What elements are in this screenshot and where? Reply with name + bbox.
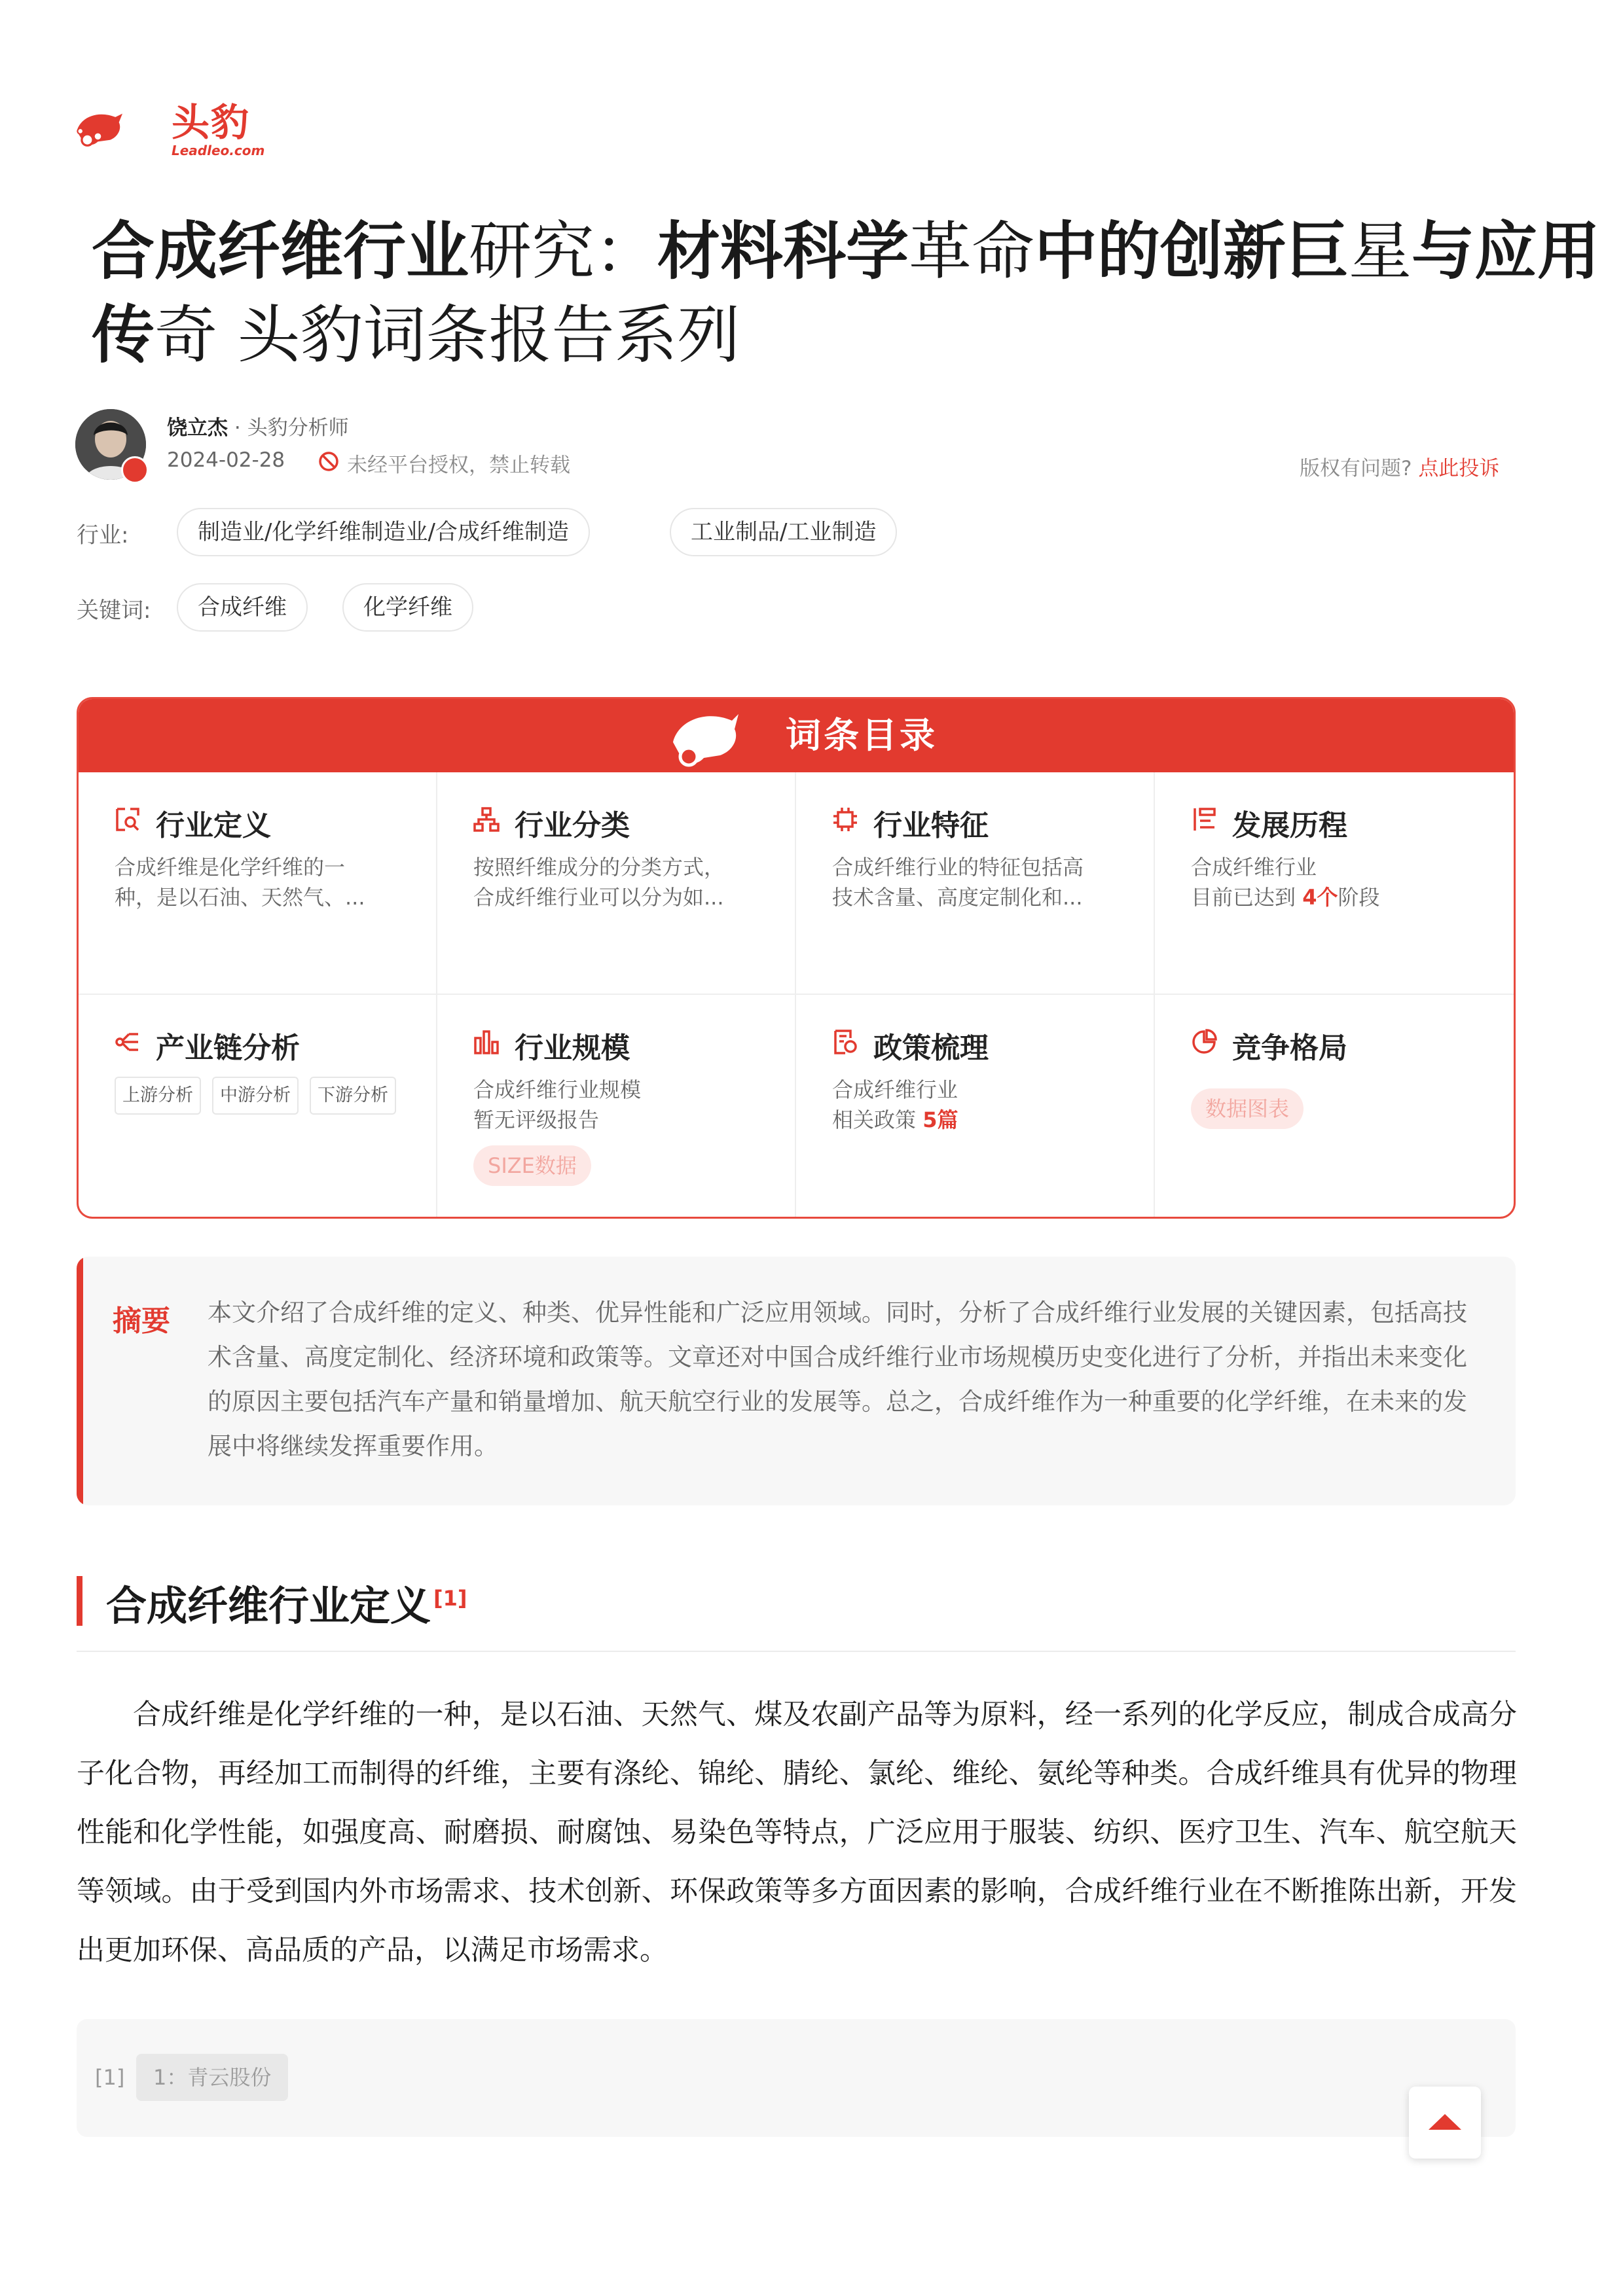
- toc-cell-chain[interactable]: [79, 995, 437, 1217]
- toc-cell-title: 行业定义: [156, 809, 271, 842]
- keyword-label: 关键词:: [77, 598, 151, 624]
- title-part: 合成纤维行业: [92, 215, 469, 288]
- toc-cell-desc: 种，是以石油、天然气、...: [115, 885, 365, 910]
- toc-cell-title: 产业链分析: [156, 1031, 300, 1065]
- leadleo-logo: [73, 88, 172, 167]
- toc-title: 词条目录: [786, 715, 938, 756]
- toc-cell-title: 行业分类: [515, 809, 630, 842]
- industry-tag[interactable]: 制造业/化学纤维制造业/合成纤维制造: [177, 508, 590, 556]
- toc-cell-classification[interactable]: [437, 772, 796, 995]
- toc-cell-title: 政策梳理: [873, 1031, 989, 1065]
- toc-cell-desc: 合成纤维行业可以分为如...: [473, 885, 724, 910]
- caret-up-icon: [1409, 2087, 1481, 2159]
- toc-cell-definition[interactable]: [79, 772, 437, 995]
- toc-cell-desc: 合成纤维行业的特征包括高: [832, 855, 1084, 880]
- bar-chart-icon: [473, 1029, 500, 1055]
- section-accent-bar: [77, 1576, 82, 1626]
- midstream-tag[interactable]: 中游分析: [212, 1077, 299, 1115]
- title-part: 中的创新巨: [1034, 215, 1349, 288]
- title-part: 革命: [909, 215, 1034, 288]
- copyright-question: 版权有问题?: [1300, 457, 1412, 480]
- summary-label: 摘要: [113, 1304, 170, 1338]
- section-title-text: 合成纤维行业定义: [106, 1582, 431, 1630]
- history-prefix: 目前已达到: [1191, 885, 1303, 910]
- toc-cell-desc: [1191, 882, 1379, 912]
- toc-cell-desc: 按照纤维成分的分类方式，: [473, 855, 725, 880]
- author-line: [167, 411, 349, 440]
- toc-cell-features[interactable]: [796, 772, 1155, 995]
- author-name[interactable]: 饶立杰: [167, 416, 228, 440]
- report-link[interactable]: 点此投诉: [1418, 457, 1500, 480]
- keyword-tag[interactable]: 合成纤维: [177, 583, 308, 632]
- reprint-notice: 未经平台授权，禁止转载: [347, 454, 570, 477]
- policy-prefix: 相关政策: [832, 1107, 923, 1132]
- industry-tag[interactable]: 工业制品/工业制造: [670, 508, 897, 556]
- toc-cell-desc: [832, 1105, 958, 1135]
- reference-source[interactable]: 1：青云股份: [136, 2054, 288, 2101]
- toc-header: [79, 699, 1514, 772]
- toc-cell-desc: 合成纤维行业: [1191, 855, 1317, 880]
- chart-data-pill[interactable]: 数据图表: [1191, 1088, 1304, 1129]
- pie-icon: [1191, 1029, 1217, 1055]
- author-role: · 头豹分析师: [234, 416, 349, 440]
- chain-icon: [115, 1029, 141, 1055]
- toc-cell-history[interactable]: [1155, 772, 1514, 995]
- page-title: [92, 209, 1617, 377]
- toc-panel: [77, 697, 1516, 1219]
- search-doc-icon: [115, 806, 141, 833]
- reference-box: [77, 2019, 1516, 2137]
- title-part: 星: [1349, 215, 1412, 288]
- downstream-tag[interactable]: 下游分析: [310, 1077, 396, 1115]
- toc-cell-scale[interactable]: [437, 995, 796, 1217]
- toc-cell-title: 竞争格局: [1232, 1031, 1347, 1065]
- publish-date: 2024-02-28: [167, 448, 285, 472]
- history-count: 4个: [1302, 885, 1338, 910]
- toc-cell-desc: 暂无评级报告: [473, 1107, 600, 1132]
- section-body: 合成纤维是化学纤维的一种，是以石油、天然气、煤及农副产品等为原料，经一系列的化学反应，制成合成高分子化合物，再经加工而制得的纤维，主要有涤纶、锦纶、腈纶、氯纶、维纶、氨纶等种类。合成纤维具有优异的物理性能和化学性能，如强度高、耐磨损、耐腐蚀、易染色等特点，广泛应用于服装、纺织、医疗卫生、汽车、航空航天等领域。由于受到国内外市场需求、技术创新、环保政策等多方面因素的影响，合成纤维行业在不断推陈出新，开发出更加环保、高品质的产品，以满足市场需求。: [77, 1698, 1517, 1967]
- section-title: [106, 1573, 467, 1632]
- toc-cell-desc: 技术含量、高度定制化和...: [832, 885, 1083, 910]
- back-to-top-button[interactable]: [1409, 2087, 1481, 2159]
- reference-number: [1]: [95, 2065, 125, 2090]
- summary-text: 本文介绍了合成纤维的定义、种类、优异性能和广泛应用领域。同时，分析了合成纤维行业发展的关键因素，包括高技术含量、高度定制化、经济环境和政策等。文章还对中国合成纤维行业市场规模历史变化进行了分析，并指出未来变化的原因主要包括汽车产量和销量增加、航天航空行业的发展等。总之，合成纤维作为一种重要的化学纤维，在未来的发展中将继续发挥重要作用。: [208, 1299, 1467, 1460]
- analyst-badge-icon: [121, 456, 149, 484]
- policy-count: 5篇: [922, 1107, 958, 1132]
- toc-cell-title: 行业规模: [515, 1031, 630, 1065]
- hierarchy-icon: [473, 806, 500, 833]
- brand-name: 头豹: [172, 100, 251, 145]
- toc-cell-title: 发展历程: [1232, 809, 1347, 842]
- toc-cell-desc: 合成纤维是化学纤维的一: [115, 855, 346, 880]
- policy-doc-icon: [832, 1029, 858, 1055]
- keyword-tag[interactable]: 化学纤维: [342, 583, 473, 632]
- title-part: 与应用传: [92, 215, 1600, 372]
- section-divider: [77, 1651, 1516, 1652]
- citation-link[interactable]: [1]: [433, 1586, 467, 1611]
- history-suffix: 阶段: [1338, 885, 1380, 910]
- chip-icon: [832, 806, 858, 833]
- summary-box: [77, 1257, 1516, 1505]
- brand-domain: Leadleo.com: [172, 143, 265, 158]
- toc-cell-policy[interactable]: [796, 995, 1155, 1217]
- toc-cell-desc: 合成纤维行业规模: [473, 1077, 642, 1102]
- upstream-tag[interactable]: 上游分析: [115, 1077, 201, 1115]
- summary-accent-bar: [77, 1257, 83, 1505]
- industry-label: 行业:: [77, 522, 129, 548]
- toc-cell-competition[interactable]: [1155, 995, 1514, 1217]
- copyright-line: [1300, 452, 1499, 481]
- toc-cell-desc: 合成纤维行业: [832, 1077, 958, 1102]
- timeline-icon: [1191, 806, 1217, 833]
- toc-cell-title: 行业特征: [873, 809, 989, 842]
- forbidden-icon: [318, 450, 340, 473]
- title-part: 奇 头豹词条报告系列: [155, 298, 740, 372]
- title-part: 材料科学: [657, 215, 909, 288]
- size-data-pill[interactable]: SIZE数据: [473, 1145, 591, 1186]
- title-part: 研究：: [469, 215, 657, 288]
